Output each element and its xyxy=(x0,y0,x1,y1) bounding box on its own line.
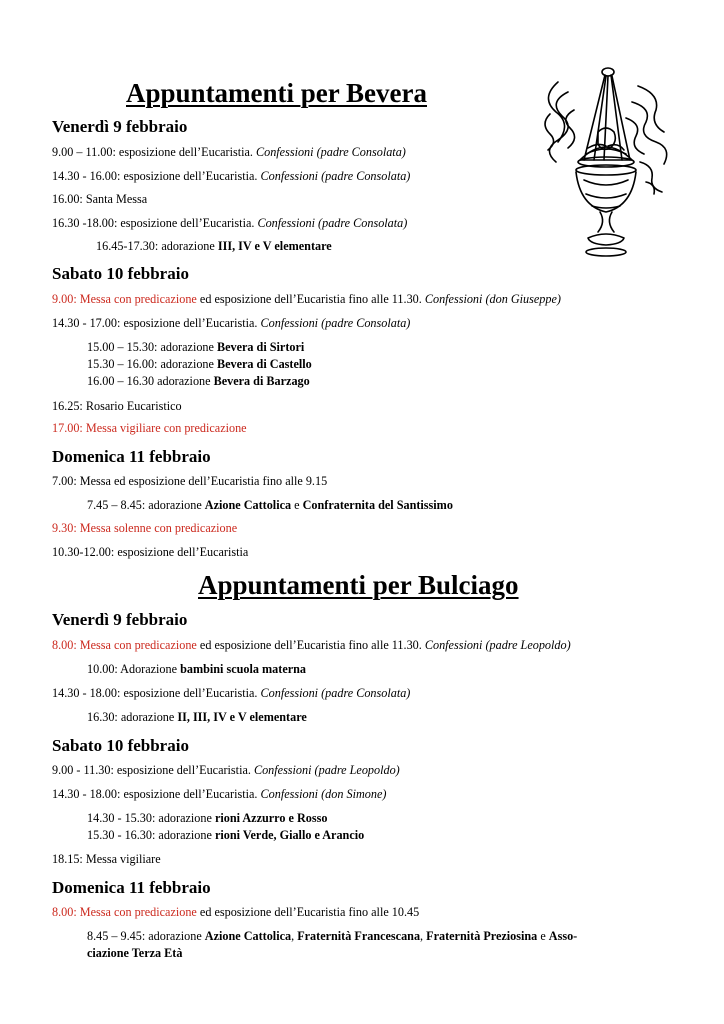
thurible-censer-icon xyxy=(528,62,668,282)
adoration-line: 16.00 – 16.30 adorazione Bevera di Barzago xyxy=(87,374,310,388)
adoration-line: ciazione Terza Età xyxy=(87,946,183,960)
schedule-line: 9.00 - 11.30: esposizione dell’Eucaristia. Confessioni (padre Leopoldo) xyxy=(52,763,400,777)
section-title-bevera: Appuntamenti per Bevera xyxy=(126,78,427,108)
adoration-line: 8.45 – 9.45: adorazione Azione Cattolica, Fraternità Francescana, Fraternità Preziosina e Asso- xyxy=(87,929,578,943)
day-heading-bevera-sunday: Domenica 11 febbraio xyxy=(52,447,211,466)
schedule-line: 16.30 -18.00: esposizione dell’Eucaristia. Confessioni (padre Consolata) xyxy=(52,216,408,230)
day-heading-bulciago-saturday: Sabato 10 febbraio xyxy=(52,736,189,755)
adoration-line: 7.45 – 8.45: adorazione Azione Cattolica e Confraternita del Santissimo xyxy=(87,498,453,512)
schedule-line: 16.25: Rosario Eucaristico xyxy=(52,399,182,413)
schedule-line: 16.00: Santa Messa xyxy=(52,192,148,206)
schedule-line: 9.30: Messa solenne con predicazione xyxy=(52,521,238,535)
adoration-line: 16.30: adorazione II, III, IV e V elementare xyxy=(87,710,307,724)
adoration-line: 15.30 - 16.30: adorazione rioni Verde, Giallo e Arancio xyxy=(87,828,365,842)
adoration-line: 16.45-17.30: adorazione III, IV e V elementare xyxy=(96,239,332,253)
schedule-line: 7.00: Messa ed esposizione dell’Eucaristia fino alle 9.15 xyxy=(52,474,328,488)
schedule-line: 14.30 - 17.00: esposizione dell’Eucaristia. Confessioni (padre Consolata) xyxy=(52,316,411,330)
adoration-line: 15.30 – 16.00: adorazione Bevera di Castello xyxy=(87,357,312,371)
day-heading-bulciago-sunday: Domenica 11 febbraio xyxy=(52,878,211,897)
day-heading-bevera-saturday: Sabato 10 febbraio xyxy=(52,264,189,283)
schedule-line: 17.00: Messa vigiliare con predicazione xyxy=(52,421,247,435)
schedule-line: 9.00 – 11.00: esposizione dell’Eucaristia. Confessioni (padre Consolata) xyxy=(52,145,406,159)
adoration-line: 14.30 - 15.30: adorazione rioni Azzurro e Rosso xyxy=(87,811,328,825)
schedule-line: 14.30 - 18.00: esposizione dell’Eucaristia. Confessioni (don Simone) xyxy=(52,787,387,801)
adoration-line: 10.00: Adorazione bambini scuola materna xyxy=(87,662,307,676)
schedule-line: 14.30 - 18.00: esposizione dell’Eucaristia. Confessioni (padre Consolata) xyxy=(52,686,411,700)
schedule-line: 9.00: Messa con predicazione ed esposizione dell’Eucaristia fino alle 11.30. Confessioni (don Giuseppe) xyxy=(52,292,561,306)
schedule-line: 8.00: Messa con predicazione ed esposizione dell’Eucaristia fino alle 10.45 xyxy=(52,905,420,919)
schedule-line: 8.00: Messa con predicazione ed esposizione dell’Eucaristia fino alle 11.30. Confessioni (padre Leopoldo) xyxy=(52,638,571,652)
schedule-line: 18.15: Messa vigiliare xyxy=(52,852,161,866)
section-title-bulciago: Appuntamenti per Bulciago xyxy=(198,570,519,600)
schedule-line: 14.30 - 16.00: esposizione dell’Eucaristia. Confessioni (padre Consolata) xyxy=(52,169,411,183)
day-heading-bevera-friday: Venerdì 9 febbraio xyxy=(52,117,188,136)
schedule-line: 10.30-12.00: esposizione dell’Eucaristia xyxy=(52,545,249,559)
adoration-line: 15.00 – 15.30: adorazione Bevera di Sirtori xyxy=(87,340,305,354)
day-heading-bulciago-friday: Venerdì 9 febbraio xyxy=(52,610,188,629)
